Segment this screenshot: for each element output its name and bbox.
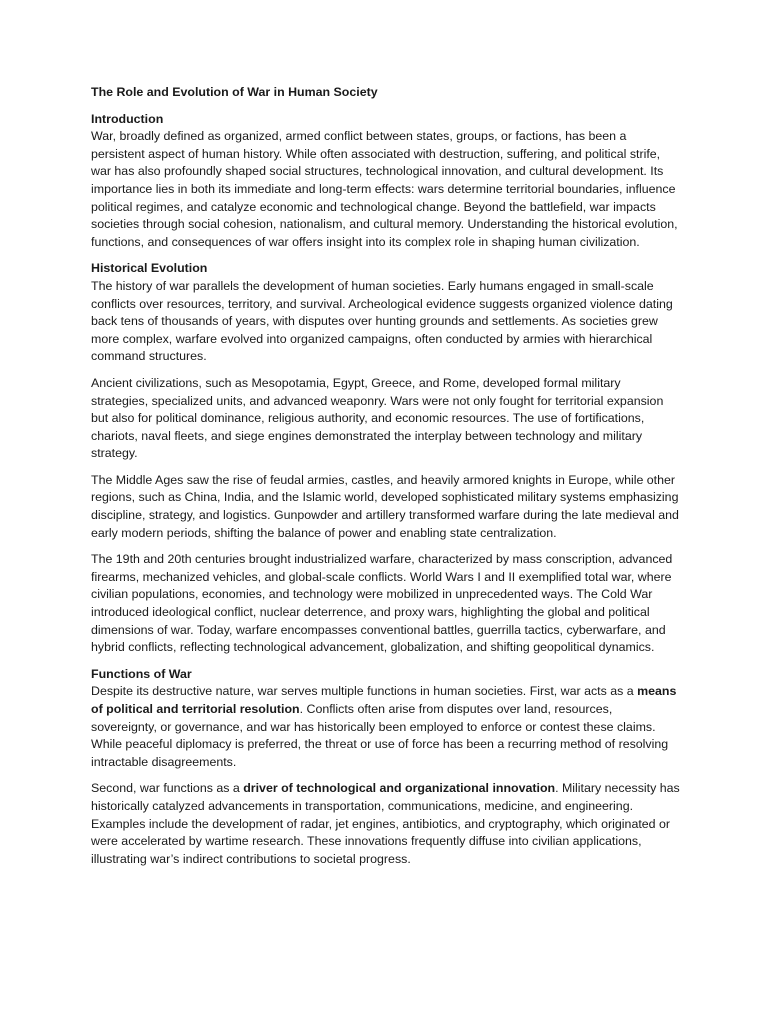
paragraph-historical-evolution-1: The history of war parallels the development of human societies. Early humans engaged in small-scale conflicts over resources, territory, and survival. Archeological evidence suggests organized violence dating back tens of thousands of years, with disputes over hunting grounds and settlements. As societies grew more complex, warfare evolved into organized campaigns, often conducted by armies with hierarchical command structures. [91,278,673,364]
paragraph-introduction-1: War, broadly defined as organized, armed conflict between states, groups, or factions, has been a persistent aspect of human history. While often associated with destruction, suffering, and political strife, war has also profoundly shaped social structures, technological innovation, and cultural development. Its importance lies in both its immediate and long-term effects: wars determine territorial boundaries, influence political regimes, and catalyze economic and technological change. Beyond the battlefield, war impacts societies through social cohesion, nationalism, and cultural memory. Understanding the historical evolution, functions, and consequences of war offers insight into its complex role in shaping human civilization. [91,129,678,249]
paragraph-text: Despite its destructive nature, war serves multiple functions in human societies. First, war acts as a [91,684,638,699]
section-heading-introduction: Introduction [91,111,164,126]
paragraph-text: . Conflicts often arise from disputes over land, resources, sovereignty, or governance, and war has historically been employed to enforce or contest these claims. While peaceful diplomacy is preferred, the threat or use of force has been a recurring method of resolving intractable disagreements. [91,702,669,769]
paragraph-text: Second, war functions as a [91,781,244,796]
emphasized-phrase: driver of technological and organizational innovation [243,781,556,796]
emphasized-phrase: means of political and territorial resolution [91,684,677,716]
section-introduction [91,111,681,252]
paragraph-historical-evolution-3: The Middle Ages saw the rise of feudal armies, castles, and heavily armored knights in Europe, while other regions, such as China, India, and the Islamic world, developed sophisticated military systems emphasizing discipline, strategy, and logistics. Gunpowder and artillery transformed warfare during the late medieval and early modern periods, shifting the balance of power and enabling state centralization. [91,472,679,540]
section-heading-functions-of-war: Functions of War [91,666,192,681]
section-heading-historical-evolution: Historical Evolution [91,261,208,276]
document-page [91,84,681,877]
paragraph-functions-of-war-1 [91,683,681,771]
paragraph-historical-evolution-4: The 19th and 20th centuries brought industrialized warfare, characterized by mass conscription, advanced firearms, mechanized vehicles, and global-scale conflicts. World Wars I and II exemplified total war, where civilian populations, economies, and technology were mobilized in unprecedented ways. The Cold War introduced ideological conflict, nuclear deterrence, and proxy wars, highlighting the global and political dimensions of war. Today, warfare encompasses conventional battles, guerrilla tactics, cyberwarfare, and hybrid conflicts, reflecting technological advancement, globalization, and shifting geopolitical dynamics. [91,552,673,655]
section-functions-of-war [91,666,681,869]
paragraph-historical-evolution-2: Ancient civilizations, such as Mesopotamia, Egypt, Greece, and Rome, developed formal military strategies, specialized units, and advanced weaponry. Wars were not only fought for territorial expansion but also for political dominance, religious authority, and economic resources. The use of fortifications, chariots, naval fleets, and siege engines demonstrated the interplay between technology and military strategy. [91,375,664,461]
paragraph-functions-of-war-2 [91,780,681,868]
document-title: The Role and Evolution of War in Human Society [91,85,378,99]
section-historical-evolution [91,260,681,656]
paragraph-text: . Military necessity has historically catalyzed advancements in transportation, communications, medicine, and engineering. Examples include the development of radar, jet engines, antibiotics, and cryptography, which originated or were accelerated by wartime research. These innovations frequently diffuse into civilian applications, illustrating war’s indirect contributions to societal progress. [91,781,680,866]
